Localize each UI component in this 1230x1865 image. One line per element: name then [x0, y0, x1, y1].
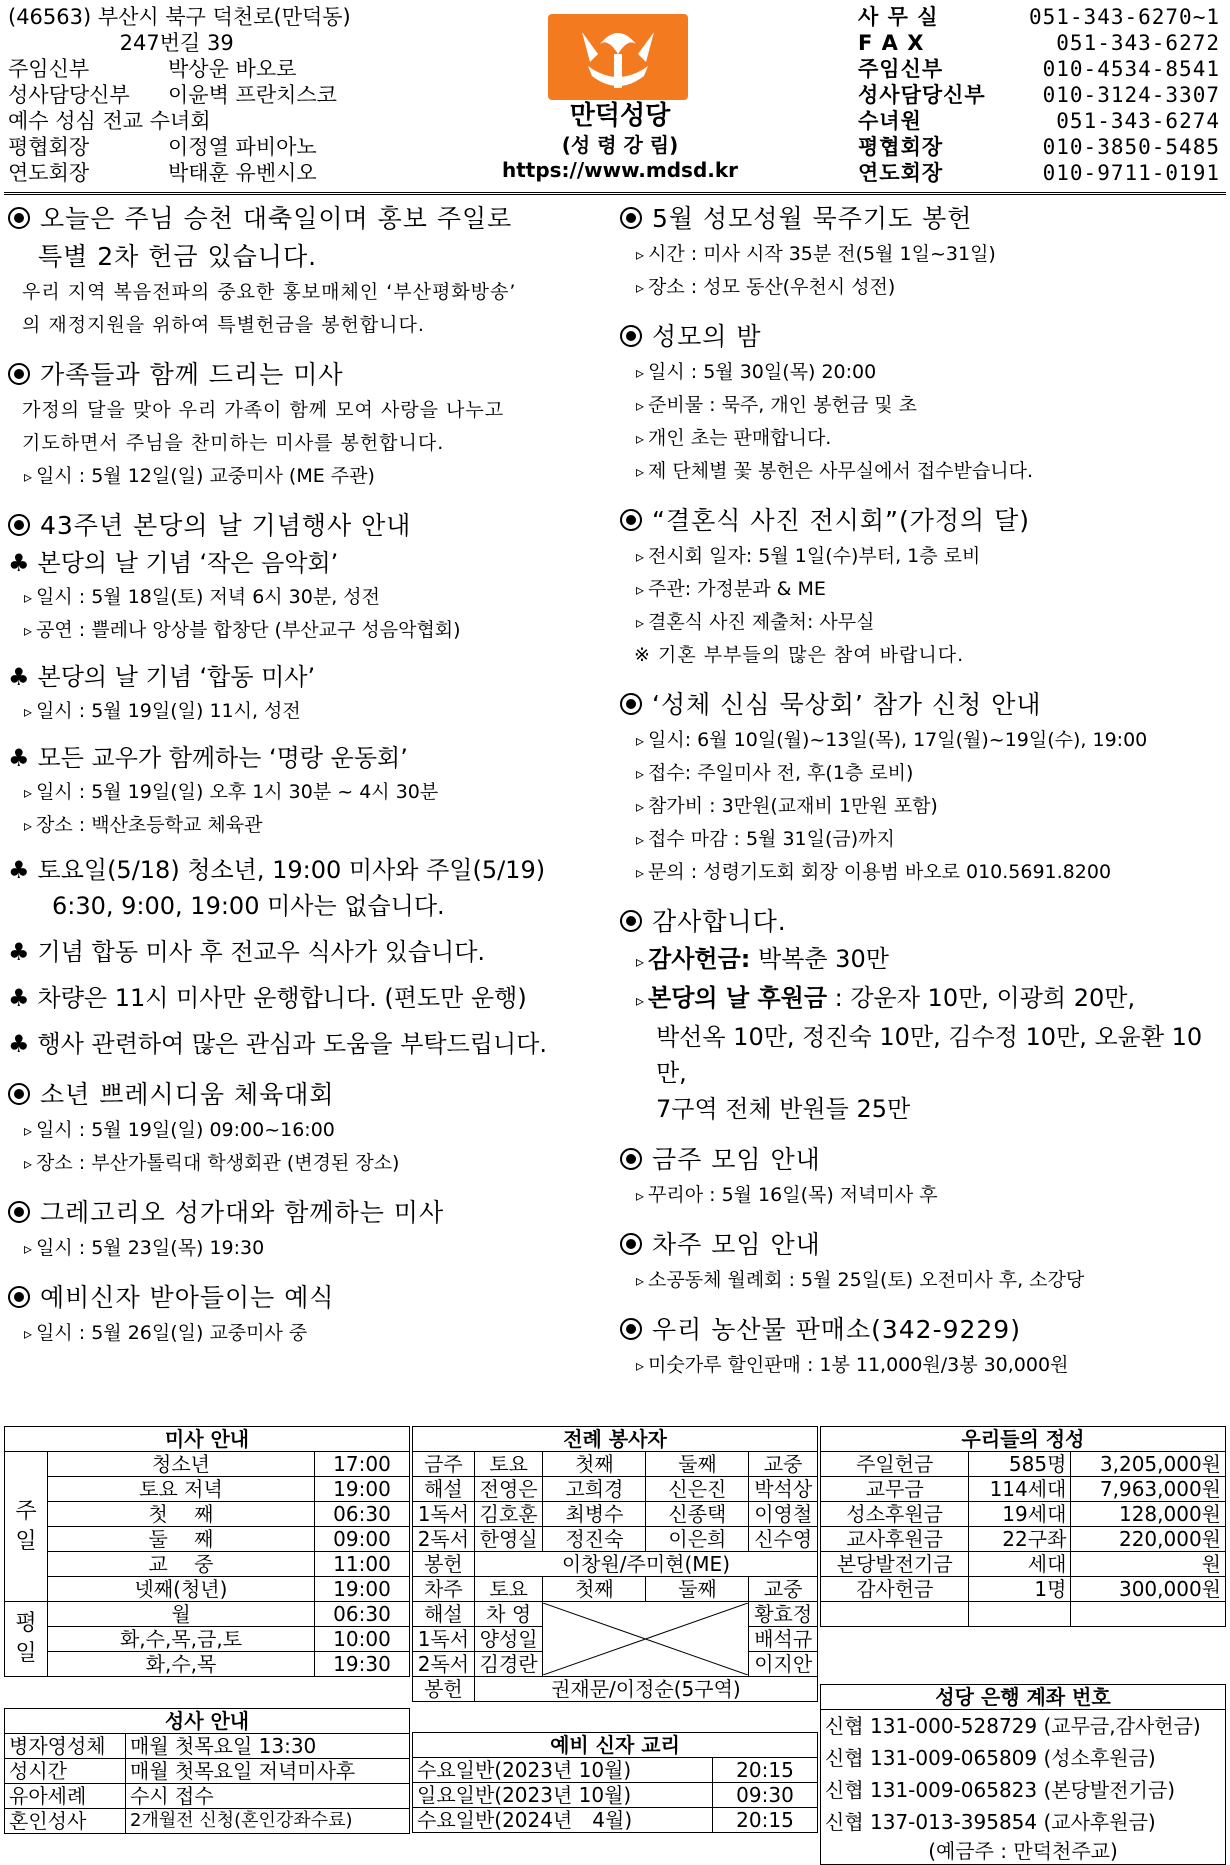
church-subtitle: (성 령 강 림)	[561, 133, 679, 157]
bulletin-header	[0, 0, 1230, 190]
notice-item: ▹ 결혼식 사진 제출처: 사무실	[620, 606, 1226, 639]
notice-title: ‘성체 신심 묵상회’ 참가 신청 안내	[620, 686, 1226, 724]
notice-item: ▹ 문의 : 성령기도회 회장 이용범 바오로 010.5691.8200	[620, 856, 1226, 889]
class-time: 20:15	[713, 1758, 818, 1783]
circle-bullet-icon	[8, 207, 30, 229]
column-header: 첫째	[543, 1452, 646, 1477]
offering-type: 주일헌금	[821, 1452, 969, 1477]
notice-meeting-next-week	[620, 1226, 1226, 1297]
table-header-row	[413, 1452, 818, 1477]
notice-title: 차주 모임 안내	[620, 1226, 1226, 1264]
notice-title: 소년 쁘레시디움 체육대회	[8, 1076, 620, 1114]
offering-amount: 원	[1071, 1552, 1226, 1577]
table-row	[821, 1552, 1226, 1577]
offering-amount: 220,000원	[1071, 1527, 1226, 1552]
table-title: 전례 봉사자	[413, 1427, 818, 1452]
sacrament-info: 매월 첫목요일 13:30	[126, 1734, 410, 1759]
empty-crossed-cell	[543, 1602, 749, 1677]
table-row	[821, 1806, 1226, 1838]
name-cell: 이영철	[749, 1502, 818, 1527]
table-row	[413, 1758, 818, 1783]
circle-bullet-icon	[620, 910, 642, 932]
notice-title: 5월 성모성월 묵주기도 봉헌	[620, 200, 1226, 238]
mass-time: 10:00	[315, 1627, 410, 1652]
role-cell: 2독서	[413, 1527, 475, 1552]
table-title: 성당 은행 계좌 번호	[821, 1685, 1226, 1710]
name-cell: 전영은	[474, 1477, 543, 1502]
event-title: ♣ 본당의 날 기념 ‘작은 음악회’	[8, 549, 339, 577]
class-name: 수요일반(2023년 10월)	[413, 1758, 713, 1783]
notice-title: 감사합니다.	[620, 903, 1226, 941]
circle-bullet-icon	[620, 509, 642, 531]
bank-account: 신협 131-000-528729 (교무금,감사헌금)	[821, 1710, 1226, 1743]
class-time: 20:15	[713, 1808, 818, 1833]
table-row	[413, 1552, 818, 1577]
circle-bullet-icon	[620, 207, 642, 229]
class-name: 수요일반(2024년 4월)	[413, 1808, 713, 1833]
name-cell: 신종택	[646, 1502, 749, 1527]
mass-name: 화,수,목	[48, 1652, 315, 1677]
table-row	[5, 1527, 410, 1552]
table-row	[5, 1452, 410, 1477]
circle-bullet-icon	[8, 1083, 30, 1105]
notice-item: ▹ 주관: 가정분과 & ME	[620, 573, 1226, 606]
thanks-line: 7구역 전체 반원들 25만	[656, 1095, 911, 1123]
table-row	[5, 1652, 410, 1677]
contact-row: 연도회장 010-9711-0191	[858, 161, 1220, 185]
offering-type: 감사헌금	[821, 1577, 969, 1602]
church-name: 만덕성당	[569, 101, 671, 131]
info-row-sisters: 예수 성심 전교 수녀회	[8, 109, 211, 133]
notice-item: ▹ 일시 : 5월 18일(토) 저녁 6시 30분, 성전	[8, 581, 620, 614]
role-cell: 봉헌	[413, 1677, 475, 1702]
offering-type: 본당발전기금	[821, 1552, 969, 1577]
mass-time: 19:00	[315, 1577, 410, 1602]
table-row	[5, 1577, 410, 1602]
name-cell: 이지안	[749, 1652, 818, 1677]
notice-title: 성모의 밤	[620, 318, 1226, 356]
class-name: 일요일반(2023년 10월)	[413, 1783, 713, 1808]
name-cell: 차 영	[474, 1602, 543, 1627]
sacrament-name: 유아세례	[5, 1784, 126, 1809]
bank-account: 신협 131-009-065823 (본당발전기금)	[821, 1774, 1226, 1806]
info-row-yeondo: 연도회장 박태훈 유벤시오	[8, 161, 317, 185]
event-note-cont: 6:30, 9:00, 19:00 미사는 없습니다.	[52, 892, 445, 920]
offering-table	[820, 1426, 1226, 1627]
thanks-line: ▹ 본당의 날 후원금 : 강운자 10만, 이광희 20만,	[620, 980, 1226, 1019]
circle-bullet-icon	[620, 1148, 642, 1170]
offering-type: 교무금	[821, 1477, 969, 1502]
table-row	[5, 1627, 410, 1652]
notice-text: 기도하면서 주님을 찬미하는 미사를 봉헌합니다.	[22, 432, 445, 454]
event-note: ♣ 행사 관련하여 많은 관심과 도움을 부탁드립니다.	[8, 1030, 547, 1058]
role-cell: 1독서	[413, 1502, 475, 1527]
cross-lines-icon	[543, 1603, 748, 1675]
circle-bullet-icon	[620, 1233, 642, 1255]
notice-item: ▹ 전시회 일자: 5월 1일(수)부터, 1층 로비	[620, 540, 1226, 573]
circle-bullet-icon	[8, 1201, 30, 1223]
table-row	[413, 1477, 818, 1502]
table-row	[5, 1784, 410, 1809]
notice-title: 예비신자 받아들이는 예식	[8, 1279, 620, 1317]
contact-row: F A X 051-343-6272	[858, 31, 1220, 55]
event-title: ♣ 모든 교우가 함께하는 ‘명랑 운동회’	[8, 744, 408, 772]
notice-item: ▹ 일시 : 5월 26일(일) 교중미사 중	[8, 1317, 620, 1350]
circle-bullet-icon	[620, 1318, 642, 1340]
info-row-pastor: 주임신부 박상운 바오로	[8, 57, 297, 81]
mass-time: 06:30	[315, 1502, 410, 1527]
role-cell: 해설	[413, 1602, 475, 1627]
event-note: ♣ 기념 합동 미사 후 전교우 식사가 있습니다.	[8, 938, 486, 966]
name-cell: 김호훈	[474, 1502, 543, 1527]
offering-amount: 3,205,000원	[1071, 1452, 1226, 1477]
table-row	[5, 1809, 410, 1834]
church-brand	[480, 100, 760, 182]
sacrament-table	[4, 1708, 410, 1834]
header-divider	[4, 192, 1226, 195]
table-row	[5, 1502, 410, 1527]
notice-text: 우리 지역 복음전파의 중요한 홍보매체인 ‘부산평화방송’	[22, 281, 517, 303]
name-cell: 고희경	[543, 1477, 646, 1502]
contact-row: 성사담당신부 010-3124-3307	[858, 83, 1220, 107]
circle-bullet-icon	[620, 325, 642, 347]
table-title: 예비 신자 교리	[413, 1733, 818, 1758]
notice-parish-anniversary	[8, 507, 620, 1062]
thanks-line: ▹ 감사헌금: 박복춘 30만	[620, 941, 1226, 980]
notice-item: ▹ 일시 : 5월 30일(목) 20:00	[620, 356, 1226, 389]
offering-count: 19세대	[969, 1502, 1071, 1527]
notice-thanks	[620, 903, 1226, 1127]
table-row	[413, 1677, 818, 1702]
offering-count: 22구좌	[969, 1527, 1071, 1552]
mass-time: 19:00	[315, 1477, 410, 1502]
address-line-1: (46563) 부산시 북구 덕천로(만덕동)	[8, 5, 351, 29]
mass-time: 17:00	[315, 1452, 410, 1477]
table-row	[413, 1783, 818, 1808]
table-row	[413, 1808, 818, 1833]
club-bullet-icon: ♣	[8, 856, 30, 884]
table-row-empty	[821, 1602, 1226, 1627]
offering-amount: 300,000원	[1071, 1577, 1226, 1602]
mass-schedule-table	[4, 1426, 410, 1677]
table-header-row	[413, 1577, 818, 1602]
table-title: 성사 안내	[5, 1709, 410, 1734]
church-logo-icon	[548, 14, 688, 100]
sacrament-info: 수시 접수	[126, 1784, 410, 1809]
notice-item: ▹ 일시 : 5월 19일(일) 11시, 성전	[8, 695, 620, 728]
notice-praesidium-sports	[8, 1076, 620, 1180]
column-header: 토요	[474, 1577, 543, 1602]
notice-eucharist-retreat	[620, 686, 1226, 889]
table-row	[821, 1502, 1226, 1527]
mass-time: 11:00	[315, 1552, 410, 1577]
notice-title: 가족들과 함께 드리는 미사	[8, 356, 620, 394]
circle-bullet-icon	[8, 514, 30, 536]
header-left-info	[8, 4, 351, 186]
notice-catechumen-rite	[8, 1279, 620, 1350]
mass-name: 화,수,목,금,토	[48, 1627, 315, 1652]
contact-row: 사 무 실 051-343-6270~1	[858, 5, 1220, 29]
notice-item: ▹ 장소 : 부산가톨릭대 학생회관 (변경된 장소)	[8, 1147, 620, 1180]
offering-count: 114세대	[969, 1477, 1071, 1502]
circle-bullet-icon	[8, 1286, 30, 1308]
notice-mary-night	[620, 318, 1226, 488]
mass-name: 교 중	[48, 1552, 315, 1577]
notice-item: ▹ 장소 : 성모 동산(우천시 성전)	[620, 271, 1226, 304]
mass-name: 토요 저녁	[48, 1477, 315, 1502]
name-cell: 박석상	[749, 1477, 818, 1502]
notice-item: ▹ 장소 : 백산초등학교 체육관	[8, 809, 620, 842]
notice-title: 우리 농산물 판매소(342-9229)	[620, 1311, 1226, 1349]
mass-name: 월	[48, 1602, 315, 1627]
notice-item: ▹ 일시 : 5월 12일(일) 교중미사 (ME 주관)	[8, 460, 620, 493]
name-cell: 권재문/이정순(5구역)	[474, 1677, 817, 1702]
info-row-council: 평협회장 이정열 파비아노	[8, 135, 317, 159]
table-row	[821, 1774, 1226, 1806]
column-header: 교중	[749, 1577, 818, 1602]
contact-row: 주임신부 010-4534-8541	[858, 57, 1220, 81]
table-row	[5, 1477, 410, 1502]
event-note: ♣ 토요일(5/18) 청소년, 19:00 미사와 주일(5/19)	[8, 856, 546, 884]
club-bullet-icon: ♣	[8, 1030, 30, 1058]
notice-wedding-photo	[620, 502, 1226, 672]
sacrament-name: 혼인성사	[5, 1809, 126, 1834]
notice-family-mass	[8, 356, 620, 493]
table-row	[413, 1502, 818, 1527]
notice-item: ▹ 꾸리아 : 5월 16일(목) 저녁미사 후	[620, 1179, 1226, 1212]
name-cell: 신은진	[646, 1477, 749, 1502]
notice-item: ▹ 준비물 : 묵주, 개인 봉헌금 및 초	[620, 389, 1226, 422]
offering-amount: 7,963,000원	[1071, 1477, 1226, 1502]
bank-account: 신협 137-013-395854 (교사후원금)	[821, 1806, 1226, 1838]
table-row	[5, 1602, 410, 1627]
table-row	[821, 1477, 1226, 1502]
offering-type: 성소후원금	[821, 1502, 969, 1527]
role-cell: 2독서	[413, 1652, 475, 1677]
notice-item: ▹ 참가비 : 3만원(교재비 1만원 포함)	[620, 790, 1226, 823]
notice-title: 금주 모임 안내	[620, 1141, 1226, 1179]
name-cell: 최병수	[543, 1502, 646, 1527]
table-row	[821, 1838, 1226, 1865]
column-header: 토요	[474, 1452, 543, 1477]
mass-time: 06:30	[315, 1602, 410, 1627]
event-title: ♣ 본당의 날 기념 ‘합동 미사’	[8, 663, 316, 691]
mass-name: 넷째(청년)	[48, 1577, 315, 1602]
offering-type: 교사후원금	[821, 1527, 969, 1552]
club-bullet-icon: ♣	[8, 549, 30, 577]
offering-amount: 128,000원	[1071, 1502, 1226, 1527]
notice-item: ▹ 미숫가루 할인판매 : 1봉 11,000원/3봉 30,000원	[620, 1349, 1226, 1382]
table-row	[821, 1710, 1226, 1743]
table-row	[5, 1734, 410, 1759]
name-cell: 한영실	[474, 1527, 543, 1552]
weekday-label: 평일	[5, 1602, 48, 1677]
table-title: 우리들의 정성	[821, 1427, 1226, 1452]
notice-rosary	[620, 200, 1226, 304]
contact-row: 수녀원 051-343-6274	[858, 109, 1220, 133]
notice-note: ※ 기혼 부부들의 많은 참여 바랍니다.	[634, 644, 965, 666]
club-bullet-icon: ♣	[8, 984, 30, 1012]
contact-row: 평협회장 010-3850-5485	[858, 135, 1220, 159]
left-column	[8, 200, 620, 1364]
name-cell: 정진숙	[543, 1527, 646, 1552]
account-holder: (예금주 : 만덕천주교)	[821, 1838, 1226, 1865]
church-url[interactable]: https://www.mdsd.kr	[501, 158, 739, 182]
column-header: 둘째	[646, 1577, 749, 1602]
column-header: 금주	[413, 1452, 475, 1477]
offering-count: 1명	[969, 1577, 1071, 1602]
column-header: 둘째	[646, 1452, 749, 1477]
notice-item: ▹ 제 단체별 꽃 봉헌은 사무실에서 접수받습니다.	[620, 455, 1226, 488]
notice-item: ▹ 개인 초는 판매합니다.	[620, 422, 1226, 455]
name-cell: 김경란	[474, 1652, 543, 1677]
name-cell: 양성일	[474, 1627, 543, 1652]
thanks-line: 박선옥 10만, 정진숙 10만, 김수정 10만, 오윤환 10만,	[656, 1023, 1203, 1087]
mass-name: 둘 째	[48, 1527, 315, 1552]
name-cell: 이창원/주미현(ME)	[474, 1552, 817, 1577]
notice-title: 오늘은 주님 승천 대축일이며 홍보 주일로	[8, 200, 620, 238]
notice-item: ▹ 소공동체 월례회 : 5월 25일(토) 오전미사 후, 소강당	[620, 1264, 1226, 1297]
catechism-table	[412, 1732, 818, 1833]
notice-title: 그레고리오 성가대와 함께하는 미사	[8, 1194, 620, 1232]
mass-name: 첫 째	[48, 1502, 315, 1527]
notice-item: ▹ 일시 : 5월 23일(목) 19:30	[8, 1232, 620, 1265]
offering-count: 세대	[969, 1552, 1071, 1577]
column-header: 차주	[413, 1577, 475, 1602]
notice-item: ▹ 접수 마감 : 5월 31일(금)까지	[620, 823, 1226, 856]
name-cell: 배석규	[749, 1627, 818, 1652]
table-row	[821, 1452, 1226, 1477]
table-row	[821, 1742, 1226, 1774]
table-row	[5, 1759, 410, 1784]
bank-account-table	[820, 1684, 1226, 1865]
table-title: 미사 안내	[5, 1427, 410, 1452]
notice-item: ▹ 일시 : 5월 19일(일) 오후 1시 30분 ~ 4시 30분	[8, 776, 620, 809]
club-bullet-icon: ♣	[8, 744, 30, 772]
notice-item: ▹ 공연 : 쁠레나 앙상블 합창단 (부산교구 성음악협회)	[8, 614, 620, 647]
notice-item: ▹ 시간 : 미사 시작 35분 전(5월 1일~31일)	[620, 238, 1226, 271]
offering-count: 585명	[969, 1452, 1071, 1477]
circle-bullet-icon	[620, 693, 642, 715]
notice-title: “결혼식 사진 전시회”(가정의 달)	[620, 502, 1226, 540]
notice-item: ▹ 일시: 6월 10일(월)~13일(목), 17일(월)~19일(수), 19:00	[620, 724, 1226, 757]
mass-time: 09:00	[315, 1527, 410, 1552]
notice-meeting-this-week	[620, 1141, 1226, 1212]
table-row	[821, 1577, 1226, 1602]
name-cell: 이은희	[646, 1527, 749, 1552]
mass-name: 청소년	[48, 1452, 315, 1477]
liturgy-servers-table	[412, 1426, 818, 1702]
club-bullet-icon: ♣	[8, 663, 30, 691]
notice-title: 43주년 본당의 날 기념행사 안내	[8, 507, 620, 545]
name-cell: 황효정	[749, 1602, 818, 1627]
notice-ascension	[8, 200, 620, 342]
event-note: ♣ 차량은 11시 미사만 운행합니다. (편도만 운행)	[8, 984, 527, 1012]
notice-text: 의 재정지원을 위하여 특별헌금을 봉헌합니다.	[22, 314, 425, 336]
mass-time: 19:30	[315, 1652, 410, 1677]
notice-title-cont: 특별 2차 헌금 있습니다.	[38, 242, 318, 271]
sacrament-info: 2개월전 신청(혼인강좌수료)	[126, 1809, 410, 1834]
column-header: 교중	[749, 1452, 818, 1477]
table-row	[413, 1602, 818, 1627]
sacrament-name: 병자영성체	[5, 1734, 126, 1759]
table-row	[413, 1527, 818, 1552]
sunday-label: 주일	[5, 1452, 48, 1602]
sacrament-name: 성시간	[5, 1759, 126, 1784]
notice-gregorian-mass	[8, 1194, 620, 1265]
role-cell: 1독서	[413, 1627, 475, 1652]
notice-text: 가정의 달을 맞아 우리 가족이 함께 모여 사랑을 나누고	[22, 399, 505, 421]
sacrament-info: 매월 첫목요일 저녁미사후	[126, 1759, 410, 1784]
notice-item: ▹ 접수: 주일미사 전, 후(1층 로비)	[620, 757, 1226, 790]
notice-item: ▹ 일시 : 5월 19일(일) 09:00~16:00	[8, 1114, 620, 1147]
class-time: 09:30	[713, 1783, 818, 1808]
right-column	[620, 200, 1226, 1396]
role-cell: 해설	[413, 1477, 475, 1502]
header-right-contacts	[858, 4, 1220, 186]
address-line-2: 247번길 39	[8, 31, 234, 55]
table-row	[5, 1552, 410, 1577]
club-bullet-icon: ♣	[8, 938, 30, 966]
role-cell: 봉헌	[413, 1552, 475, 1577]
name-cell: 신수영	[749, 1527, 818, 1552]
bank-account: 신협 131-009-065809 (성소후원금)	[821, 1742, 1226, 1774]
info-row-priest: 성사담당신부 이윤벽 프란치스코	[8, 83, 337, 107]
column-header: 첫째	[543, 1577, 646, 1602]
circle-bullet-icon	[8, 363, 30, 385]
table-row	[821, 1527, 1226, 1552]
notice-farm-store	[620, 1311, 1226, 1382]
